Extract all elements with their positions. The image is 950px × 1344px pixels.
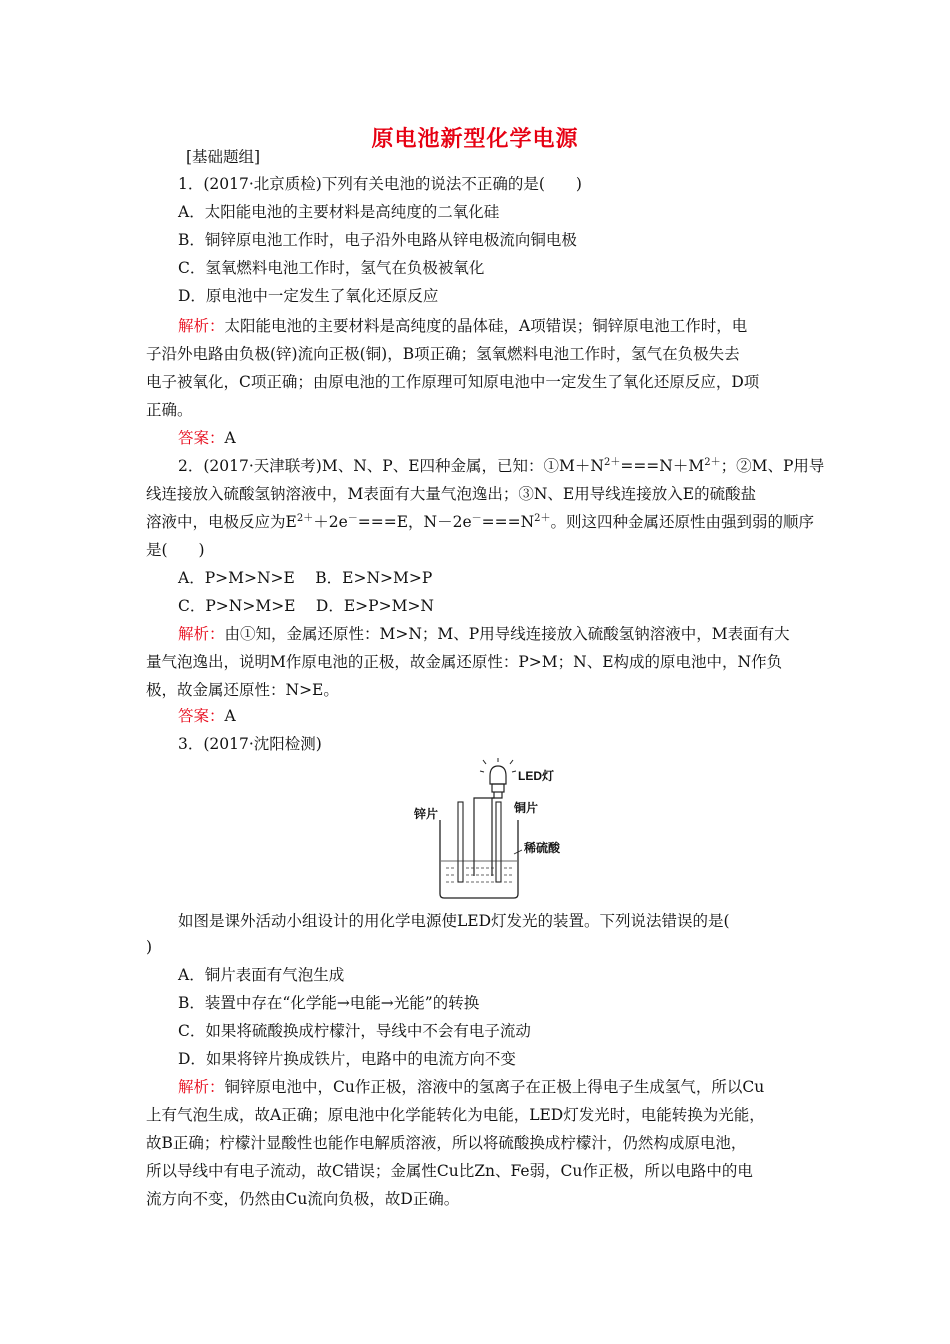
q3-option-d: D．如果将锌片换成铁片，电路中的电流方向不变 — [178, 1050, 516, 1068]
q2-answer — [178, 706, 236, 726]
q1-option-d: D．原电池中一定发生了氧化还原反应 — [178, 287, 439, 305]
label-led: LED灯 — [518, 769, 555, 783]
q2-analysis-label: 解析： — [178, 625, 225, 643]
label-zinc: 锌片 — [414, 807, 439, 821]
q3-analysis-line-1 — [178, 1077, 764, 1097]
q2-stem-text: ；②M、P用导 — [720, 457, 825, 475]
dilute-sulfuric-acid — [441, 861, 517, 882]
q3-option-a: A．铜片表面有气泡生成 — [178, 966, 345, 984]
q2-superscript: 2＋ — [534, 512, 551, 524]
q1-option-a: A．太阳能电池的主要材料是高纯度的二氧化硅 — [178, 203, 500, 221]
q2-superscript: 2＋ — [603, 456, 621, 468]
label-acid: 稀硫酸 — [524, 841, 561, 855]
q1-answer-label: 答案： — [178, 429, 225, 447]
zinc-plate — [458, 802, 463, 882]
q3-analysis-text: 铜锌原电池中，Cu作正极，溶液中的氢离子在正极上得电子生成氢气，所以Cu — [224, 1078, 765, 1096]
q1-analysis-line-4: 正确。 — [146, 401, 193, 419]
q2-options-row-1: A．P>M>N>E B．E>N>M>P — [178, 569, 433, 587]
q2-stem-text: ===E，N－2e — [357, 513, 472, 531]
q2-stem-text: ===N＋M — [620, 457, 705, 475]
q1-analysis-text: 太阳能电池的主要材料是高纯度的晶体硅，A项错误；铜锌原电池工作时，电 — [224, 317, 748, 335]
q1-analysis-line-3: 电子被氧化，C项正确；由原电池的工作原理可知原电池中一定发生了氧化还原反应，D项 — [146, 373, 760, 391]
q3-option-c: C．如果将硫酸换成柠檬汁，导线中不会有电子流动 — [178, 1022, 531, 1040]
q1-option-c: C．氢氧燃料电池工作时，氢气在负极被氧化 — [178, 259, 485, 277]
q3-analysis-line-4: 所以导线中有电子流动，故C错误；金属性Cu比Zn、Fe弱，Cu作正极，所以电路中的电 — [146, 1162, 753, 1180]
q2-analysis-line-2: 量气泡逸出，说明M作原电池的正极，故金属还原性：P>M；N、E构成的原电池中，N作负 — [146, 653, 783, 671]
beaker — [440, 820, 518, 898]
page-title: 原电池新型化学电源 — [371, 126, 579, 152]
section-label: [基础题组] — [186, 148, 261, 166]
q1-analysis-line-1 — [178, 316, 747, 336]
q3-stem: 3．(2017·沈阳检测) — [178, 735, 322, 753]
q2-superscript: － — [471, 512, 482, 524]
q2-stem-line-1 — [178, 456, 824, 476]
q1-analysis-line-2: 子沿外电路由负极(锌)流向正极(铜)，B项正确；氢氧燃料电池工作时，氢气在负极失去 — [146, 345, 740, 363]
q1-answer — [178, 428, 236, 448]
q2-answer-value: A — [224, 707, 236, 725]
q3-analysis-line-5: 流方向不变，仍然由Cu流向负极，故D正确。 — [146, 1190, 460, 1208]
q2-stem-line-4: 是( ) — [146, 541, 205, 559]
q2-stem-text: 。则这四种金属还原性由强到弱的顺序 — [550, 513, 815, 531]
q2-analysis-text: 由①知，金属还原性：M>N；M、P用导线连接放入硫酸氢钠溶液中，M表面有大 — [224, 625, 790, 643]
q2-superscript: 2＋ — [296, 512, 314, 524]
q3-question-line-2: ) — [146, 938, 153, 956]
q1-answer-value: A — [224, 429, 236, 447]
q2-answer-label: 答案： — [178, 707, 225, 725]
led-bulb-icon — [480, 758, 516, 792]
q2-stem-text: 2．(2017·天津联考)M、N、P、E四种金属，已知：①M＋N — [178, 457, 604, 475]
q2-analysis-line-1 — [178, 624, 790, 644]
q3-option-b: B．装置中存在“化学能→电能→光能”的转换 — [178, 994, 480, 1012]
q3-analysis-line-3: 故B正确；柠檬汁显酸性也能作电解质溶液，所以将硫酸换成柠檬汁，仍然构成原电池， — [146, 1134, 747, 1152]
q2-stem-text: ===N — [481, 513, 535, 531]
q2-analysis-line-3: 极，故金属还原性：N>E。 — [146, 681, 339, 699]
label-copper: 铜片 — [514, 801, 539, 815]
q2-superscript: － — [347, 512, 358, 524]
q1-analysis-label: 解析： — [178, 317, 225, 335]
led-battery-diagram — [410, 758, 570, 903]
q2-superscript: 2＋ — [704, 456, 721, 468]
q2-options-row-2: C．P>N>M>E D．E>P>M>N — [178, 597, 434, 615]
q2-stem-line-2: 线连接放入硫酸氢钠溶液中，M表面有大量气泡逸出；③N、E用导线连接放入E的硫酸盐 — [146, 485, 757, 503]
q2-stem-line-3 — [146, 512, 814, 532]
q1-stem: 1．(2017·北京质检)下列有关电池的说法不正确的是( ) — [178, 175, 582, 193]
q3-analysis-line-2: 上有气泡生成，故A正确；原电池中化学能转化为电能，LED灯发光时，电能转换为光能， — [146, 1106, 765, 1124]
copper-plate — [496, 802, 501, 882]
q1-option-b: B．铜锌原电池工作时，电子沿外电路从锌电极流向铜电极 — [178, 231, 577, 249]
q2-stem-text: ＋2e — [313, 513, 348, 531]
q2-stem-text: 溶液中，电极反应为E — [146, 513, 297, 531]
q3-question-line-1: 如图是课外活动小组设计的用化学电源使LED灯发光的装置。下列说法错误的是( — [178, 912, 730, 930]
q3-analysis-label: 解析： — [178, 1078, 225, 1096]
